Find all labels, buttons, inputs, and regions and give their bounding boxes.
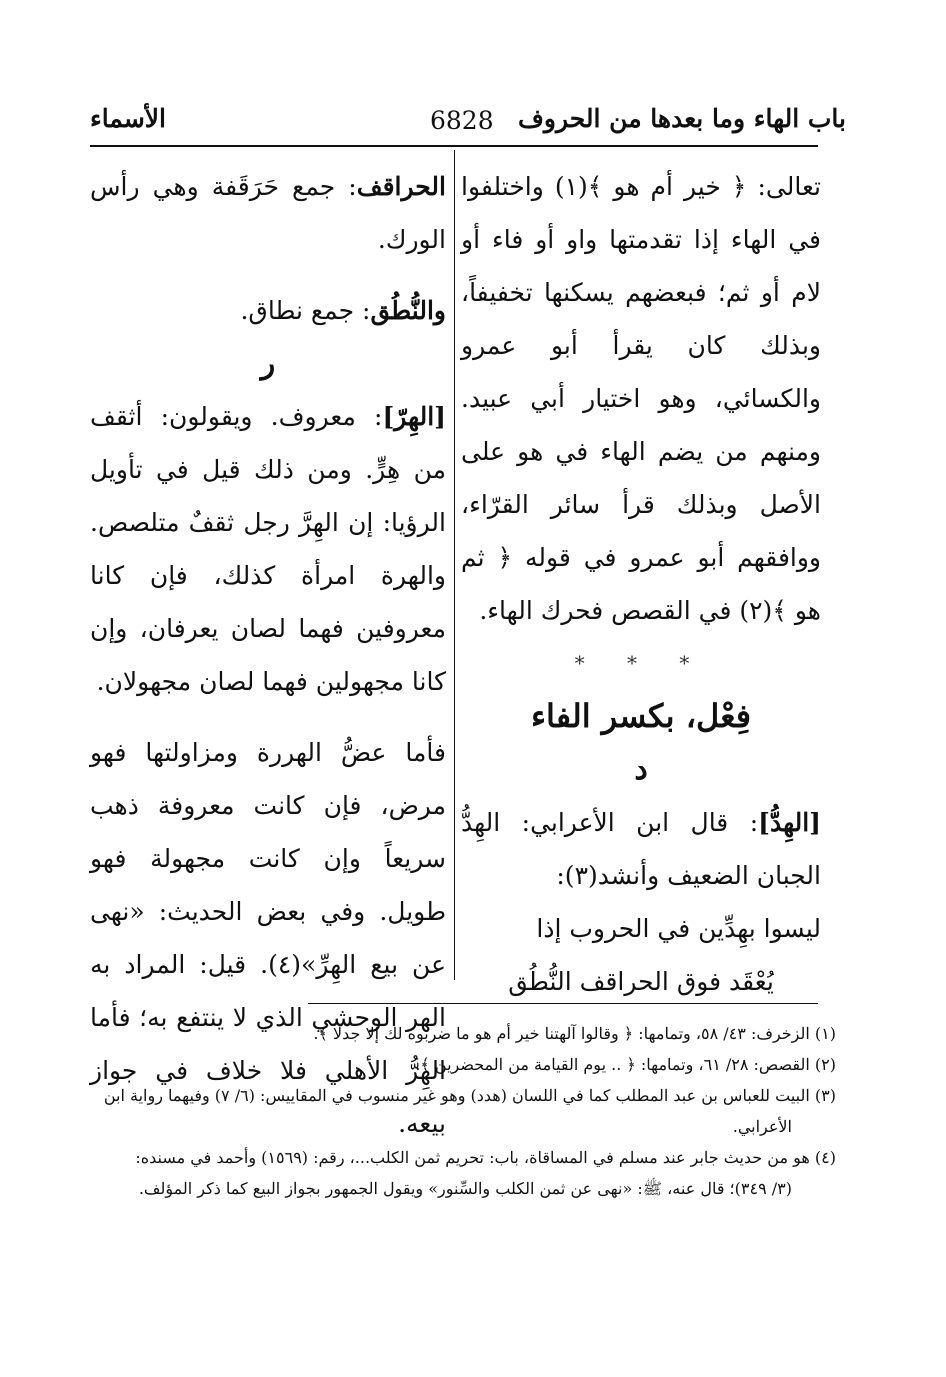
entry-term: [الهِرّ]	[382, 402, 446, 431]
footnote-continuation: الأعرابي.	[732, 1117, 792, 1136]
verse-line: ليسوا بهِدِّين في الحروب إذا	[536, 914, 821, 943]
dictionary-entry	[90, 390, 446, 708]
paragraph: تعالى: ﴿ خير أم هو ﴾(١) واختلفوا في الهاء إذا تقدمتها واو أو فاء أو لام أو ثم؛ فبعضهم يسكنها تخفيفاً، وبذلك كان يقرأ أبو عمرو والكسائي، وهو اختيار أبي عبيد. ومنهم من يضم الهاء في هو على الأصل وبذلك قرأ سائر القرّاء، ووافقهم أبو عمرو في قوله ﴿ ثم هو ﴾(٢) في القصص فحرك الهاء.	[461, 172, 821, 625]
column-divider	[454, 150, 455, 980]
definition	[90, 160, 446, 266]
verse-line: يُعْقَد فوق الحراقف النُّطُق	[508, 967, 774, 996]
footnote: (٣) البيت للعباس بن عبد المطلب كما في اللسان (هدد) وهو غير منسوب في المقاييس: (٦/ ٧) وفيهما رواية ابن	[103, 1086, 836, 1105]
footnote-rule	[308, 1003, 818, 1004]
footnote-continuation: (٣/ ٣٤٩)؛ قال عنه، ﷺ: «نهى عن ثمن الكلب والسِّنور» ويقول الجمهور بجواز البيع كما ذكر المؤلف.	[138, 1179, 792, 1198]
letter-heading: د	[634, 752, 648, 787]
section-ornament: * * *	[574, 651, 708, 675]
entry-definition: : قال ابن الأعرابي: الهِدُّ الجبان الضعيف وأنشد(٣):	[461, 808, 821, 890]
right-column	[461, 160, 821, 1008]
section-name: الأسماء	[90, 104, 166, 133]
page-number: 6828	[430, 106, 494, 135]
footnotes	[91, 1018, 836, 1204]
footnote: (٢) القصص: ٢٨/ ٦١، وتمامها: ﴿ .. يوم القيامة من المحضرين ﴾.	[415, 1055, 836, 1074]
letter-heading: ر	[260, 346, 276, 381]
entry-term: [الهِدُّ]	[758, 808, 821, 837]
entry-definition: : معروف. ويقولون: أثقف من هِرٍّ. ومن ذلك قيل في تأويل الرؤيا: إن الهِرَّ رجل ثقفٌ متلصص. والهرة امرأة كذلك، فإن كانا معروفين فهما لصان يعرفان، وإن كانا مجهولين فهما لصان مجهولان.	[90, 402, 446, 696]
definition-text: : جمع حَرَقَفة وهي رأس الورك.	[90, 172, 446, 254]
definition	[90, 284, 446, 337]
dictionary-entry	[461, 796, 821, 902]
paragraph: فأما عضُّ الهررة ومزاولتها فهو مرض، فإن كانت معروفة ذهب سريعاً وإن كانت مجهولة فهو طويل. وفي بعض الحديث: «نهى عن بيع الهِرِّ»(٤). قيل: المراد به الهر الوحشي الذي لا ينتفع به؛ فأما الهِرُّ الأهلي فلا خلاف في جواز بيعه.	[90, 738, 446, 1138]
section-heading: فِعْل، بكسر الفاء	[531, 697, 751, 735]
footnote: (١) الزخرف: ٤٣/ ٥٨، وتمامها: ﴿ وقالوا آلهتنا خير أم هو ما ضربوه لك إلا جدلا ﴾.	[313, 1024, 836, 1043]
definition-term: والنُّطُق	[370, 296, 446, 325]
header-rule	[90, 145, 818, 147]
definition-term: الحراقف	[356, 172, 446, 201]
left-column	[90, 160, 446, 1150]
definition-text: : جمع نطاق.	[240, 296, 371, 325]
chapter-title: باب الهاء وما بعدها من الحروف	[517, 104, 846, 133]
footnote: (٤) هو من حديث جابر عند مسلم في المساقاة، باب: تحريم ثمن الكلب...، رقم: (١٥٦٩) وأحمد في مسنده:	[135, 1148, 836, 1167]
